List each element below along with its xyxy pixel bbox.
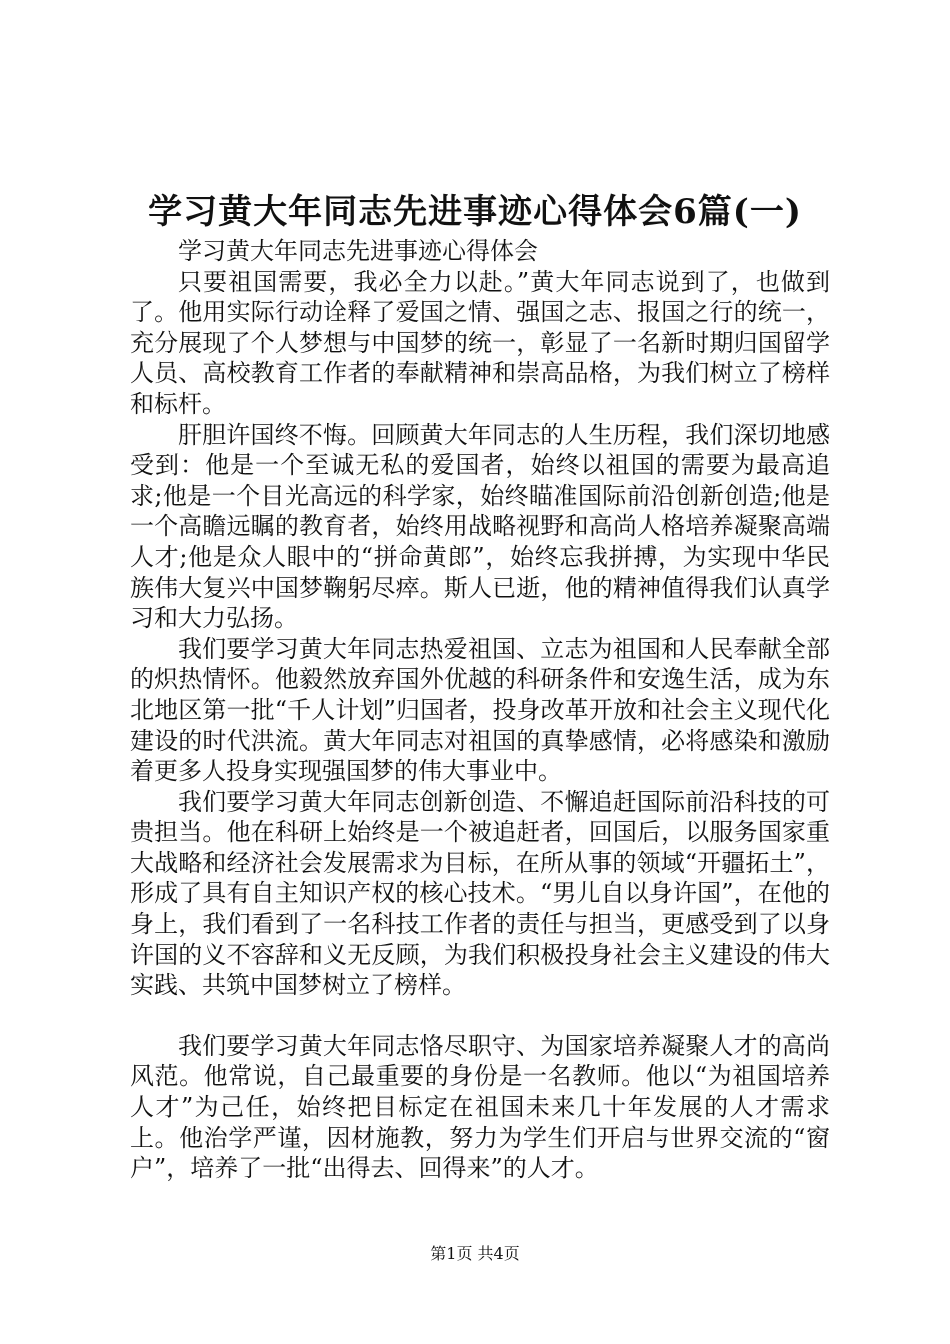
paragraph-3: 我们要学习黄大年同志热爱祖国、立志为祖国和人民奉献全部的炽热情怀。他毅然放弃国外优越的科研条件和安逸生活，成为东北地区第一批“千人计划”归国者，投身改革开放和社会主义现代化建设的时代洪流。黄大年同志对祖国的真挚感情，必将感染和激励着更多人投身实现强国梦的伟大事业中。: [130, 634, 830, 786]
paragraph-5: 我们要学习黄大年同志恪尽职守、为国家培养凝聚人才的高尚风范。他常说，自己最重要的身份是一名教师。他以“为祖国培养人才”为己任，始终把目标定在祖国未来几十年发展的人才需求上。他治学严谨，因材施教，努力为学生们开启与世界交流的“窗户”，培养了一批“出得去、回得来”的人才。: [130, 1031, 830, 1183]
document-title: 学习黄大年同志先进事迹心得体会6篇(一): [148, 192, 802, 232]
page-indicator: 第1页 共4页: [430, 1244, 520, 1263]
paragraph-4: 我们要学习黄大年同志创新创造、不懈追赶国际前沿科技的可贵担当。他在科研上始终是一个被追赶者，回国后，以服务国家重大战略和经济社会发展需求为目标，在所从事的领域“开疆拓土”，形成了具有自主知识产权的核心技术。“男儿自以身许国”，在他的身上，我们看到了一名科技工作者的责任与担当，更感受到了以身许国的义不容辞和义无反顾，为我们积极投身社会主义建设的伟大实践、共筑中国梦树立了榜样。: [130, 787, 830, 1000]
paragraph-spacer: [130, 1001, 830, 1031]
paragraph-1: 只要祖国需要，我必全力以赴。”黄大年同志说到了，也做到了。他用实际行动诠释了爱国之情、强国之志、报国之行的统一，充分展现了个人梦想与中国梦的统一，彰显了一名新时期归国留学人员、高校教育工作者的奉献精神和崇高品格，为我们树立了榜样和标杆。: [130, 267, 830, 418]
paragraph-2: 肝胆许国终不悔。回顾黄大年同志的人生历程，我们深切地感受到：他是一个至诚无私的爱国者，始终以祖国的需要为最高追求;他是一个目光高远的科学家，始终瞄准国际前沿创新创造;他是一个高瞻远瞩的教育者，始终用战略视野和高尚人格培养凝聚高端人才;他是众人眼中的“拼命黄郎”，始终忘我拼搏，为实现中华民族伟大复兴中国梦鞠躬尽瘁。斯人已逝，他的精神值得我们认真学习和大力弘扬。: [130, 420, 830, 633]
document-subtitle: 学习黄大年同志先进事迹心得体会: [178, 237, 538, 265]
document-body: [130, 236, 830, 1184]
